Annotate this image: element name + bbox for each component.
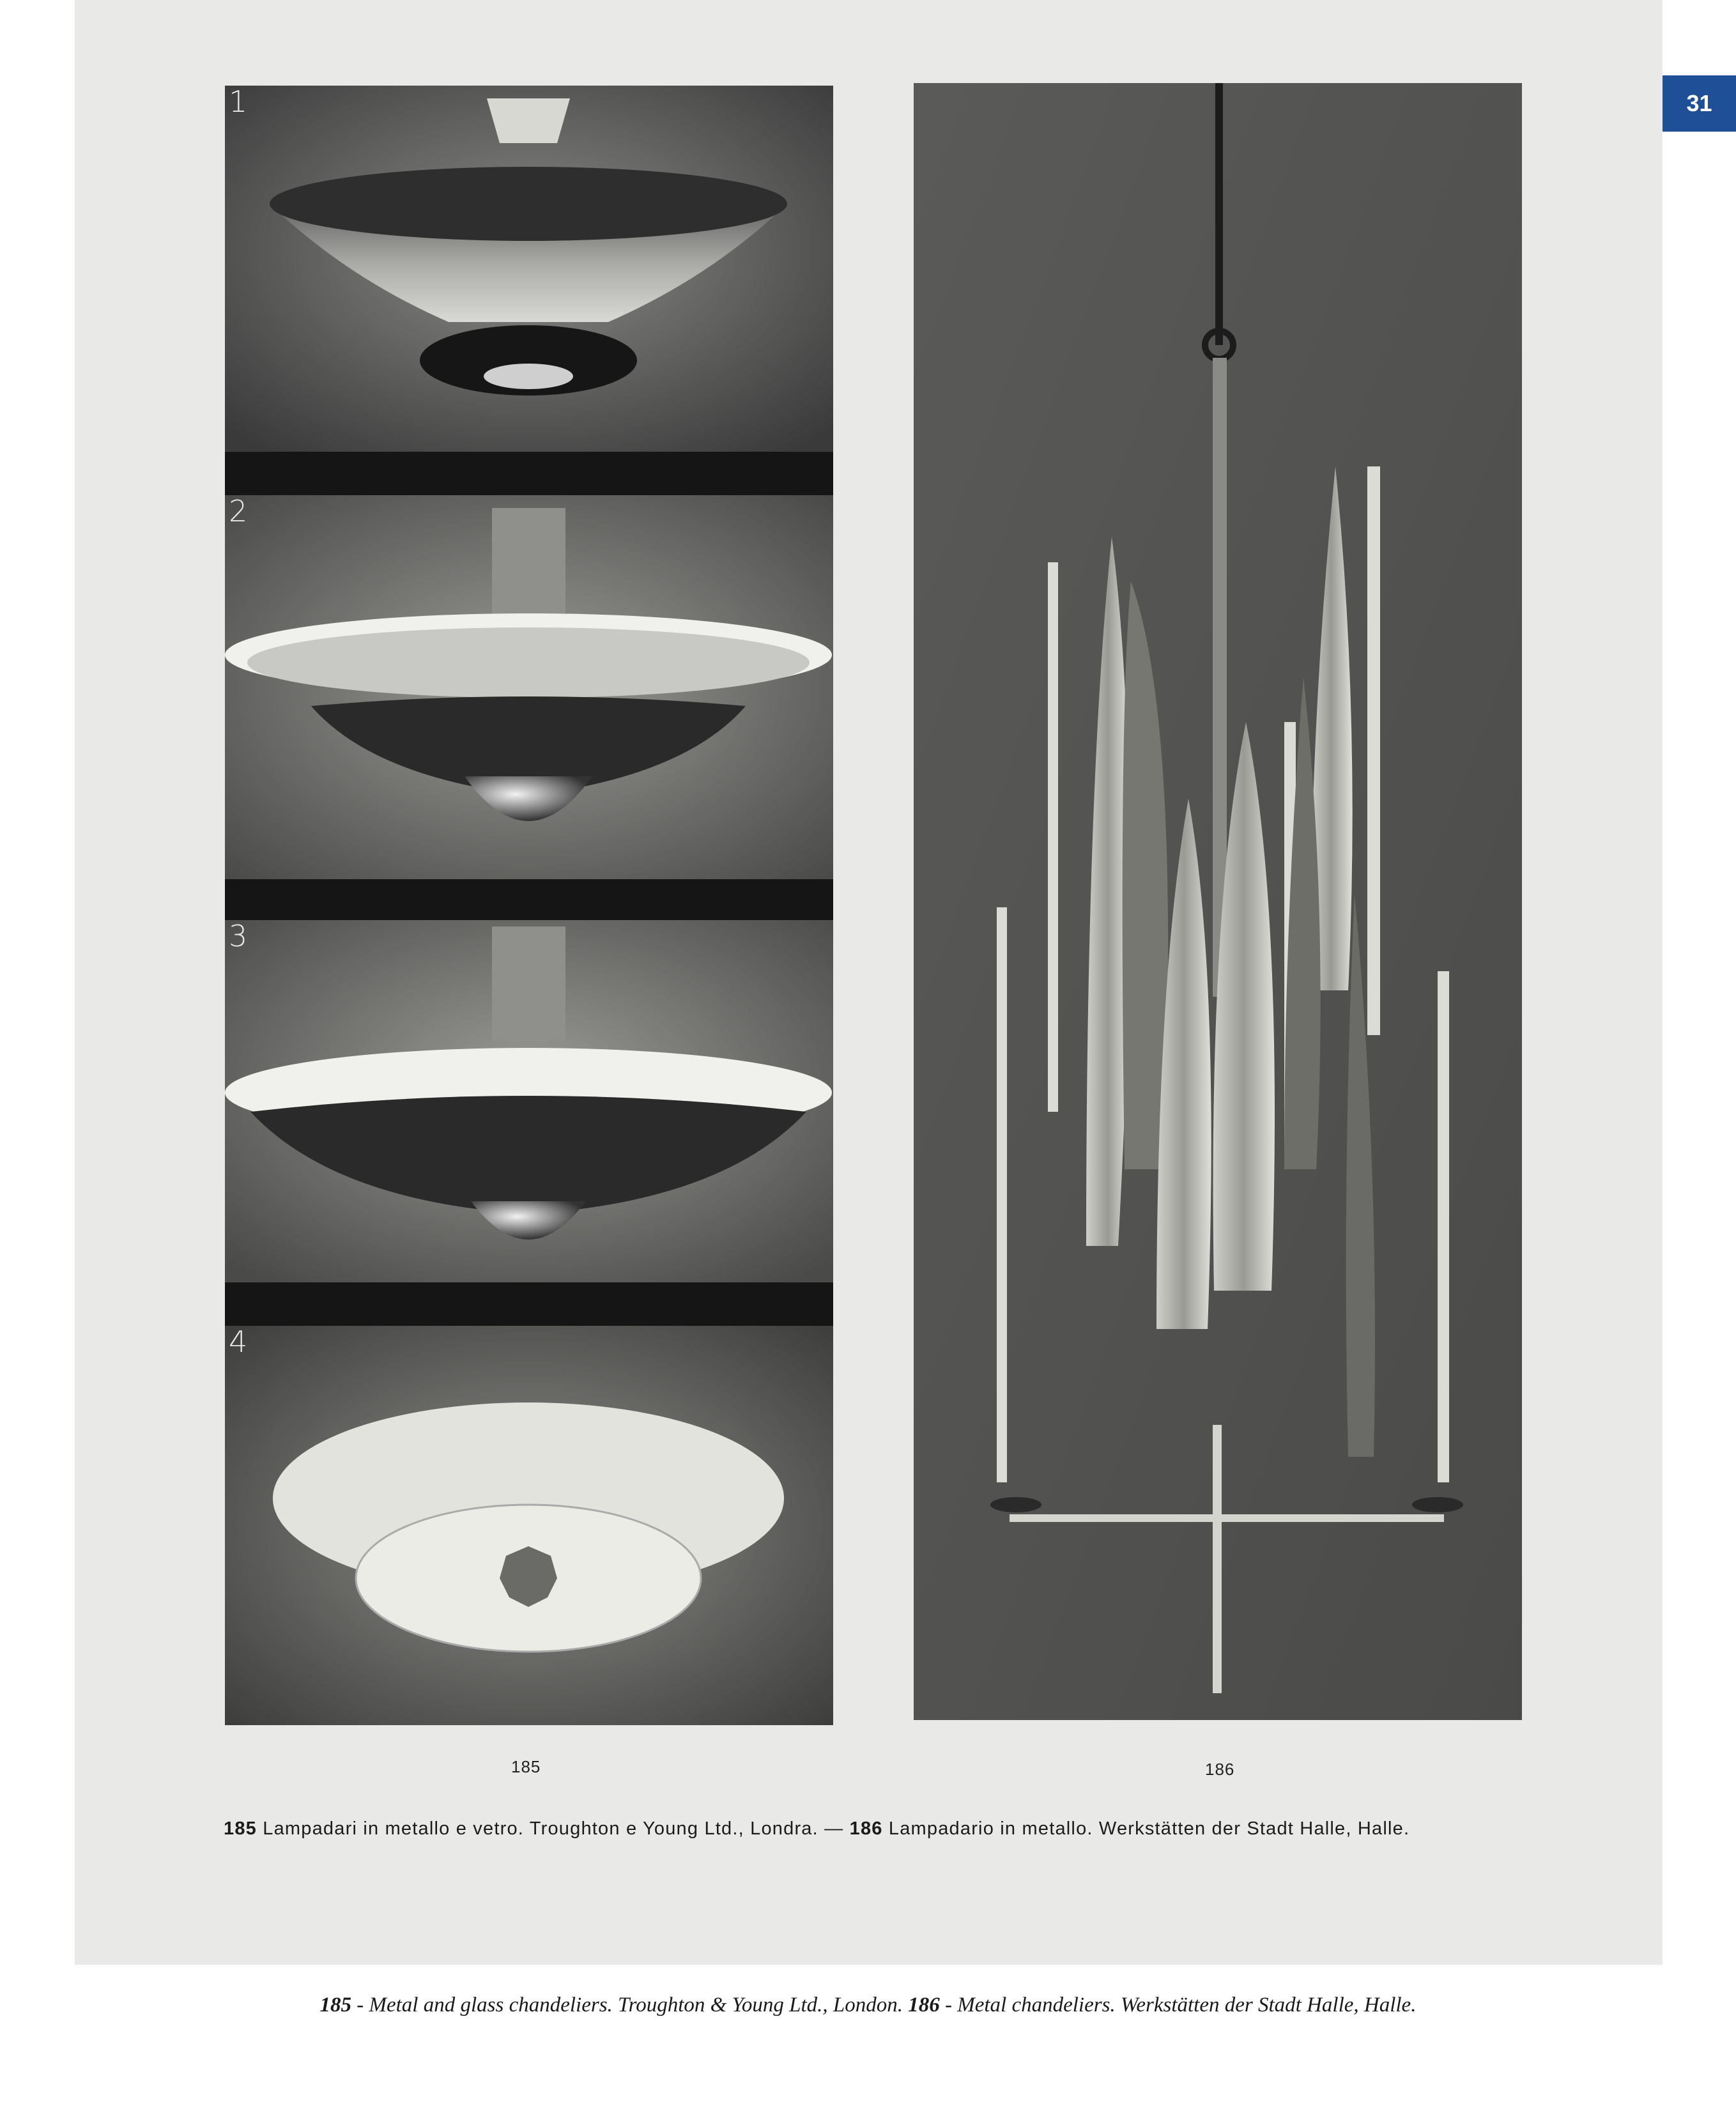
caption-italian xyxy=(224,1818,1527,1840)
caption-english-text-185: - Metal and glass chandeliers. Troughton & Young Ltd., London. xyxy=(351,1994,909,2017)
chandelier-image xyxy=(914,83,1522,1720)
page-number: 31 xyxy=(1686,90,1712,116)
panel-label-2: 2 xyxy=(229,495,248,528)
page-number-tab xyxy=(1663,75,1736,132)
caption-english-num-185: 185 xyxy=(319,1994,352,2017)
figure-185-photo xyxy=(225,86,833,1725)
panel-label-4: 4 xyxy=(229,1326,248,1359)
figure-185-number: 185 xyxy=(511,1757,541,1776)
caption-english-num-186: 186 xyxy=(908,1994,940,2017)
caption-italian-num-185: 185 xyxy=(224,1818,257,1839)
lamp-panel-4 xyxy=(225,1326,833,1725)
figure-186-number: 186 xyxy=(1205,1760,1235,1779)
caption-italian-num-186: 186 xyxy=(849,1818,883,1839)
caption-italian-text-185: Lampadari in metallo e vetro. Troughton e Young Ltd., Londra. — xyxy=(257,1818,850,1839)
panel-label-1: 1 xyxy=(229,86,248,119)
lamp-panel-1 xyxy=(225,86,833,452)
panel-label-3: 3 xyxy=(229,920,248,953)
figure-186-photo xyxy=(914,83,1522,1720)
caption-english xyxy=(0,1994,1736,2017)
lamp-panel-2 xyxy=(225,495,833,879)
lamp-3-image xyxy=(225,920,833,1282)
caption-english-text-186: - Metal chandeliers. Werkstätten der Stadt Halle, Halle. xyxy=(939,1994,1417,2017)
lamp-4-image xyxy=(225,1326,833,1725)
lamp-panel-3 xyxy=(225,920,833,1282)
lamp-2-image xyxy=(225,495,833,879)
caption-italian-text-186: Lampadario in metallo. Werkstätten der Stadt Halle, Halle. xyxy=(882,1818,1410,1839)
lamp-1-image xyxy=(225,86,833,452)
